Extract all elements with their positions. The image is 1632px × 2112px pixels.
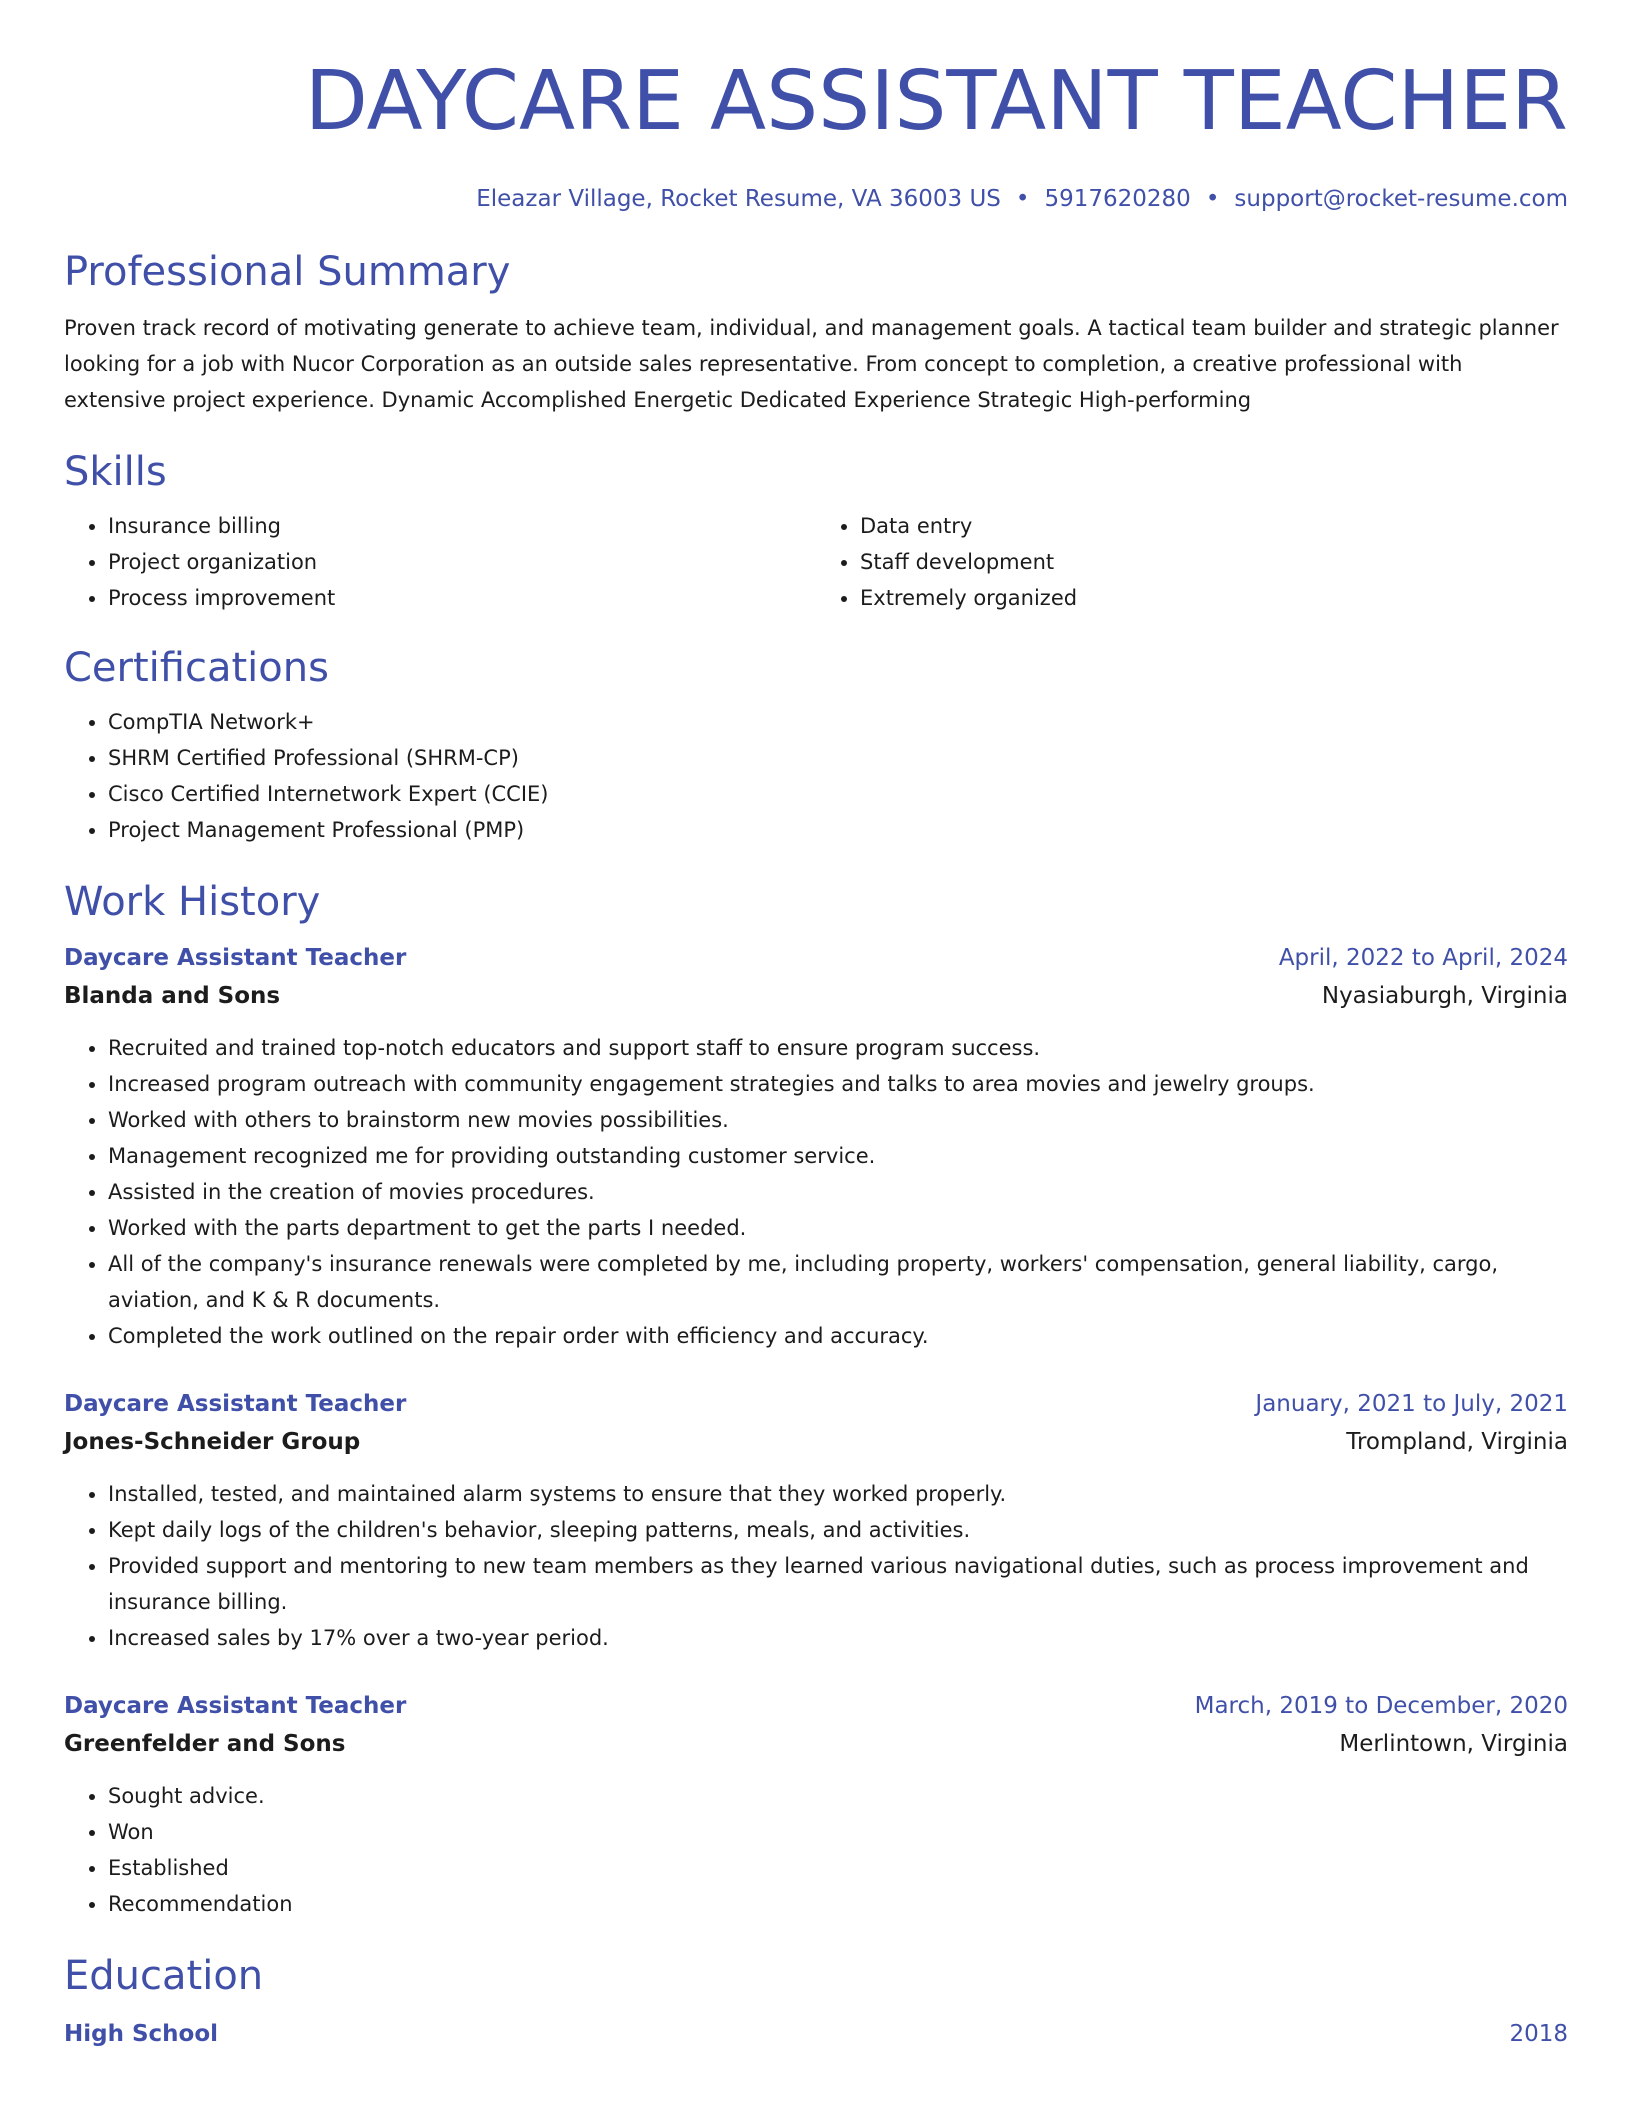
education-title: Education <box>64 1953 264 1999</box>
job-company: Greenfelder and Sons <box>64 1731 346 1757</box>
job-company: Blanda and Sons <box>64 983 281 1009</box>
certification-item: • SHRM Certified Professional (SHRM-CP) <box>108 740 1568 776</box>
job-company: Jones-Schneider Group <box>64 1429 361 1455</box>
job-header <box>64 1386 1568 1422</box>
skill-item: • Project organization <box>108 544 816 580</box>
skills-list-right <box>816 508 1568 616</box>
job-entry <box>64 1688 1568 1922</box>
contact-separator: • <box>1015 186 1030 212</box>
job-bullet: • Completed the work outlined on the repair order with efficiency and accuracy. <box>108 1318 1568 1354</box>
job-dates: January, 2021 to July, 2021 <box>1255 1391 1568 1417</box>
contact-address: Eleazar Village, Rocket Resume, VA 36003 US <box>476 186 1001 212</box>
job-title: Daycare Assistant Teacher <box>64 1391 407 1417</box>
job-bullets <box>64 1476 1568 1656</box>
job-bullet: • Worked with others to brainstorm new movies possibilities. <box>108 1102 1568 1138</box>
skill-item: • Staff development <box>860 544 1568 580</box>
job-header <box>64 1688 1568 1724</box>
skills-section <box>64 448 1568 616</box>
job-bullet: • Increased sales by 17% over a two-year period. <box>108 1620 1568 1656</box>
education-entry-year: 2018 <box>1509 2021 1568 2047</box>
job-bullet: • Won <box>108 1814 1568 1850</box>
resume-page <box>64 0 1568 2052</box>
skills-title: Skills <box>64 449 167 495</box>
skill-item: • Data entry <box>860 508 1568 544</box>
job-subheader <box>64 976 1568 1016</box>
job-location: Nyasiaburgh, Virginia <box>1321 983 1568 1009</box>
certifications-title: Certifications <box>64 645 329 691</box>
job-bullet: • Increased program outreach with community engagement strategies and talks to area movies and jewelry groups. <box>108 1066 1568 1102</box>
job-header <box>64 940 1568 976</box>
contact-separator: • <box>1205 186 1220 212</box>
work-history-section <box>64 878 1568 1922</box>
certification-item: • Cisco Certified Internetwork Expert (CCIE) <box>108 776 1568 812</box>
contact-phone[interactable]: 5917620280 <box>1044 186 1191 212</box>
job-bullet: • Kept daily logs of the children's behavior, sleeping patterns, meals, and activities. <box>108 1512 1568 1548</box>
education-entry-header <box>64 2016 1568 2052</box>
resume-header <box>64 0 1568 214</box>
education-entry-title: High School <box>64 2021 219 2047</box>
resume-name: DAYCARE ASSISTANT TEACHER <box>304 54 1568 149</box>
job-location: Tromplan​d, Virginia <box>1346 1429 1568 1455</box>
certification-item: • CompTIA Network+ <box>108 704 1568 740</box>
certifications-list <box>64 704 1568 848</box>
summary-title: Professional Summary <box>64 249 511 295</box>
contact-email[interactable]: support@rocket-resume.com <box>1234 186 1568 212</box>
skill-item: • Process improvement <box>108 580 816 616</box>
education-section <box>64 1952 1568 2052</box>
summary-text: Proven track record of motivating generate to achieve team, individual, and management goals. A tactical team builder and strategic planner looking for a job with Nucor Corporation as an outside sales representative. From concept to completion, a creative professional with extensive project experience. Dynamic Accomplished Energetic Dedicated Experience Strategic High-performing <box>64 316 1559 412</box>
job-subheader <box>64 1724 1568 1764</box>
job-entry <box>64 940 1568 1354</box>
job-bullet: • Recruited and trained top-notch educators and support staff to ensure program success. <box>108 1030 1568 1066</box>
job-bullet: • Assisted in the creation of movies procedures. <box>108 1174 1568 1210</box>
job-bullet: • Established <box>108 1850 1568 1886</box>
job-dates: March, 2019 to December, 2020 <box>1194 1693 1568 1719</box>
job-location: Merlintown, Virginia <box>1339 1731 1568 1757</box>
certifications-section <box>64 644 1568 848</box>
contact-line <box>64 184 1568 214</box>
job-title: Daycare Assistant Teacher <box>64 1693 407 1719</box>
skill-item: • Extremely organized <box>860 580 1568 616</box>
job-bullet: • Worked with the parts department to get the parts I needed. <box>108 1210 1568 1246</box>
job-bullets <box>64 1030 1568 1354</box>
job-bullet: • Provided support and mentoring to new team members as they learned various navigational duties, such as process improvement and insurance billing. <box>108 1548 1568 1620</box>
job-bullet: • Sought advice. <box>108 1778 1568 1814</box>
job-bullet: • Recommendation <box>108 1886 1568 1922</box>
skills-grid <box>64 508 1568 616</box>
job-dates: April, 2022 to April, 2024 <box>1278 945 1568 971</box>
skill-item: • Insurance billing <box>108 508 816 544</box>
job-bullet: • Management recognized me for providing outstanding customer service. <box>108 1138 1568 1174</box>
job-entry <box>64 1386 1568 1656</box>
summary-section <box>64 248 1568 418</box>
job-bullet: • All of the company's insurance renewals were completed by me, including property, workers' compensation, general liability, cargo, aviation, and K & R documents. <box>108 1246 1568 1318</box>
job-bullet: • Installed, tested, and maintained alarm systems to ensure that they worked properly. <box>108 1476 1568 1512</box>
skills-list-left <box>64 508 816 616</box>
job-title: Daycare Assistant Teacher <box>64 945 407 971</box>
work-history-title: Work History <box>64 879 321 925</box>
certification-item: • Project Management Professional (PMP) <box>108 812 1568 848</box>
job-bullets <box>64 1778 1568 1922</box>
job-subheader <box>64 1422 1568 1462</box>
